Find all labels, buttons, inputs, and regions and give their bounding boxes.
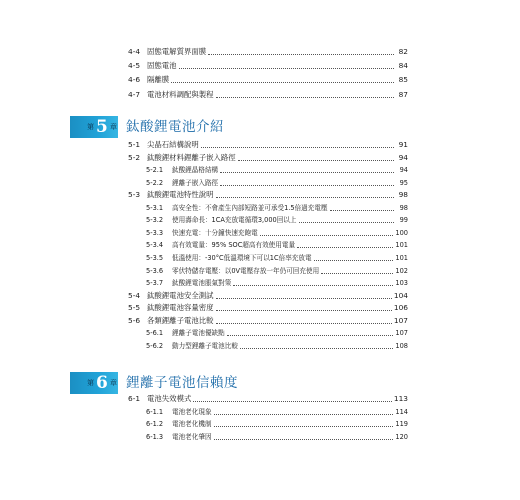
entry-number: 5-6: [128, 315, 141, 325]
entry-title: 各類鋰離子電池比較: [147, 315, 214, 325]
entry-number: 5-2.2: [146, 178, 164, 187]
entry-page-number: 107: [395, 329, 408, 338]
dot-leader: [201, 147, 394, 148]
toc-subsection-entry: [146, 406, 408, 418]
entry-number: 5-1: [128, 140, 141, 149]
entry-page-number: 84: [398, 61, 408, 71]
entry-title: 尖晶石結構說明: [147, 140, 199, 149]
toc-subsection-entry: [146, 252, 408, 264]
entry-title: 鈦酸鋰電池脹氣對策: [172, 279, 232, 288]
dot-leader: [220, 172, 394, 173]
entry-number: 5-4: [128, 290, 141, 300]
entry-title: 鈦酸鋰材料鋰離子嵌入路徑: [147, 152, 236, 162]
dot-leader: [216, 197, 394, 198]
chapter-title: 鋰離子電池信賴度: [126, 375, 238, 391]
toc-section-entry: [128, 139, 408, 151]
entry-title: 鈦酸鋰電池安全測試: [147, 290, 214, 300]
entry-number: 6-1: [128, 394, 141, 403]
entry-title: 固態電解質界面膜: [147, 47, 207, 56]
dot-leader: [233, 285, 393, 286]
toc-section-entry: [128, 302, 408, 314]
entry-page-number: 82: [398, 47, 408, 56]
dot-leader: [216, 97, 394, 98]
entry-number: 4-4: [128, 47, 141, 56]
entry-number: 4-7: [128, 89, 141, 99]
toc-subsection-entry: [146, 214, 408, 226]
entry-title: 固態電池: [147, 61, 177, 71]
toc-subsection-entry: [146, 164, 408, 176]
entry-title: 高有效電量：95% SOC超高有效使用電量: [172, 241, 296, 250]
entry-title: 鋰離子嵌入路徑: [172, 178, 219, 187]
entry-number: 5-6.2: [146, 341, 164, 350]
toc-section-entry: [128, 46, 408, 58]
dot-leader: [193, 401, 392, 402]
entry-page-number: 107: [393, 315, 408, 325]
entry-page-number: 91: [398, 140, 408, 149]
toc-section-entry: [128, 393, 408, 405]
entry-page-number: 95: [399, 178, 408, 187]
entry-page-number: 120: [395, 433, 408, 442]
entry-title: 快速充電：十分鐘快速充飽電: [172, 228, 258, 237]
toc-subsection-entry: [146, 239, 408, 251]
dot-leader: [179, 68, 394, 69]
toc-subsection-entry: [146, 418, 408, 430]
dot-leader: [216, 323, 392, 324]
dot-leader: [314, 260, 394, 261]
chapter-prefix: 第: [87, 379, 94, 387]
entry-title: 動力型鋰離子電池比較: [172, 341, 238, 350]
chapter-title: 鈦酸鋰電池介紹: [126, 119, 224, 135]
entry-page-number: 114: [395, 407, 408, 416]
entry-number: 5-5: [128, 303, 141, 313]
dot-leader: [214, 414, 394, 415]
entry-number: 4-6: [128, 75, 141, 85]
dot-leader: [299, 222, 395, 223]
toc-section-entry: [128, 74, 408, 86]
toc-section-entry: [128, 60, 408, 72]
entry-page-number: 102: [395, 266, 408, 275]
entry-number: 5-3: [128, 190, 141, 200]
toc-subsection-entry: [146, 265, 408, 277]
toc-section-entry: [128, 189, 408, 201]
entry-title: 低溫使用：-30°C低溫環境下可以1C倍率充放電: [172, 253, 312, 262]
entry-title: 零伏特儲存電壓：以0V電壓存放一年仍可回充使用: [172, 266, 320, 275]
entry-number: 5-2.1: [146, 166, 164, 175]
dot-leader: [220, 185, 394, 186]
entry-page-number: 119: [395, 420, 408, 429]
entry-page-number: 94: [399, 166, 408, 175]
entry-title: 電池老化現象: [172, 407, 212, 416]
entry-title: 鋰離子電池優缺點: [172, 329, 225, 338]
entry-number: 5-2: [128, 152, 141, 162]
entry-number: 6-1.3: [146, 433, 164, 442]
chapter-suffix: 章: [110, 123, 117, 131]
chapter-badge: [70, 372, 118, 394]
entry-page-number: 103: [395, 279, 408, 288]
dot-leader: [171, 82, 394, 83]
chapter-prefix: 第: [87, 123, 94, 131]
entry-number: 5-3.6: [146, 266, 164, 275]
entry-title: 電池材料調配與製程: [147, 89, 214, 99]
entry-number: 4-5: [128, 61, 141, 71]
toc-section-entry: [128, 315, 408, 327]
entry-title: 高安全性：不會產生內部短路並可承受1.5倍過充電壓: [172, 203, 328, 212]
toc-subsection-entry: [146, 202, 408, 214]
entry-number: 5-3.3: [146, 228, 164, 237]
chapter-number: 5: [96, 117, 108, 137]
toc-section-entry: [128, 89, 408, 101]
chapter-number: 6: [96, 373, 108, 393]
entry-number: 6-1.2: [146, 420, 164, 429]
dot-leader: [214, 426, 394, 427]
toc-subsection-entry: [146, 177, 408, 189]
dot-leader: [208, 54, 394, 55]
entry-title: 隔離膜: [147, 75, 170, 85]
dot-leader: [297, 247, 393, 248]
entry-title: 電池老化機制: [172, 420, 212, 429]
dot-leader: [214, 439, 394, 440]
entry-number: 5-3.2: [146, 216, 164, 225]
toc-subsection-entry: [146, 327, 408, 339]
entry-page-number: 113: [393, 394, 408, 403]
entry-page-number: 108: [395, 341, 408, 350]
entry-page-number: 98: [399, 203, 408, 212]
entry-page-number: 101: [395, 253, 408, 262]
dot-leader: [216, 310, 392, 311]
dot-leader: [240, 348, 393, 349]
chapter-suffix: 章: [110, 379, 117, 387]
dot-leader: [330, 210, 394, 211]
dot-leader: [227, 335, 394, 336]
entry-title: 鈦酸鋰電池容量密度: [147, 303, 214, 313]
dot-leader: [216, 298, 392, 299]
entry-page-number: 99: [399, 216, 408, 225]
entry-page-number: 94: [398, 152, 408, 162]
entry-page-number: 87: [398, 89, 408, 99]
chapter-heading: [70, 112, 470, 142]
entry-number: 5-3.1: [146, 203, 164, 212]
toc-subsection-entry: [146, 277, 408, 289]
entry-title: 電池失效模式: [147, 394, 192, 403]
entry-number: 5-3.5: [146, 253, 164, 262]
chapter-badge: [70, 116, 118, 138]
entry-title: 鈦酸鋰晶格結構: [172, 166, 219, 175]
entry-page-number: 101: [395, 241, 408, 250]
dot-leader: [260, 235, 394, 236]
entry-number: 5-3.7: [146, 279, 164, 288]
entry-page-number: 106: [393, 303, 408, 313]
toc-subsection-entry: [146, 340, 408, 352]
toc-subsection-entry: [146, 431, 408, 443]
toc-section-entry: [128, 290, 408, 302]
dot-leader: [321, 273, 393, 274]
toc-section-entry: [128, 152, 408, 164]
entry-number: 6-1.1: [146, 407, 164, 416]
entry-page-number: 85: [398, 75, 408, 85]
dot-leader: [238, 160, 394, 161]
entry-page-number: 98: [398, 190, 408, 200]
entry-title: 使用壽命長：1CA充放電循環3,000回以上: [172, 216, 297, 225]
entry-title: 鈦酸鋰電池特性說明: [147, 190, 214, 200]
entry-page-number: 104: [393, 290, 408, 300]
toc-subsection-entry: [146, 227, 408, 239]
entry-number: 5-3.4: [146, 241, 164, 250]
entry-number: 5-6.1: [146, 329, 164, 338]
entry-page-number: 100: [395, 228, 408, 237]
entry-title: 電池老化肇因: [172, 433, 212, 442]
